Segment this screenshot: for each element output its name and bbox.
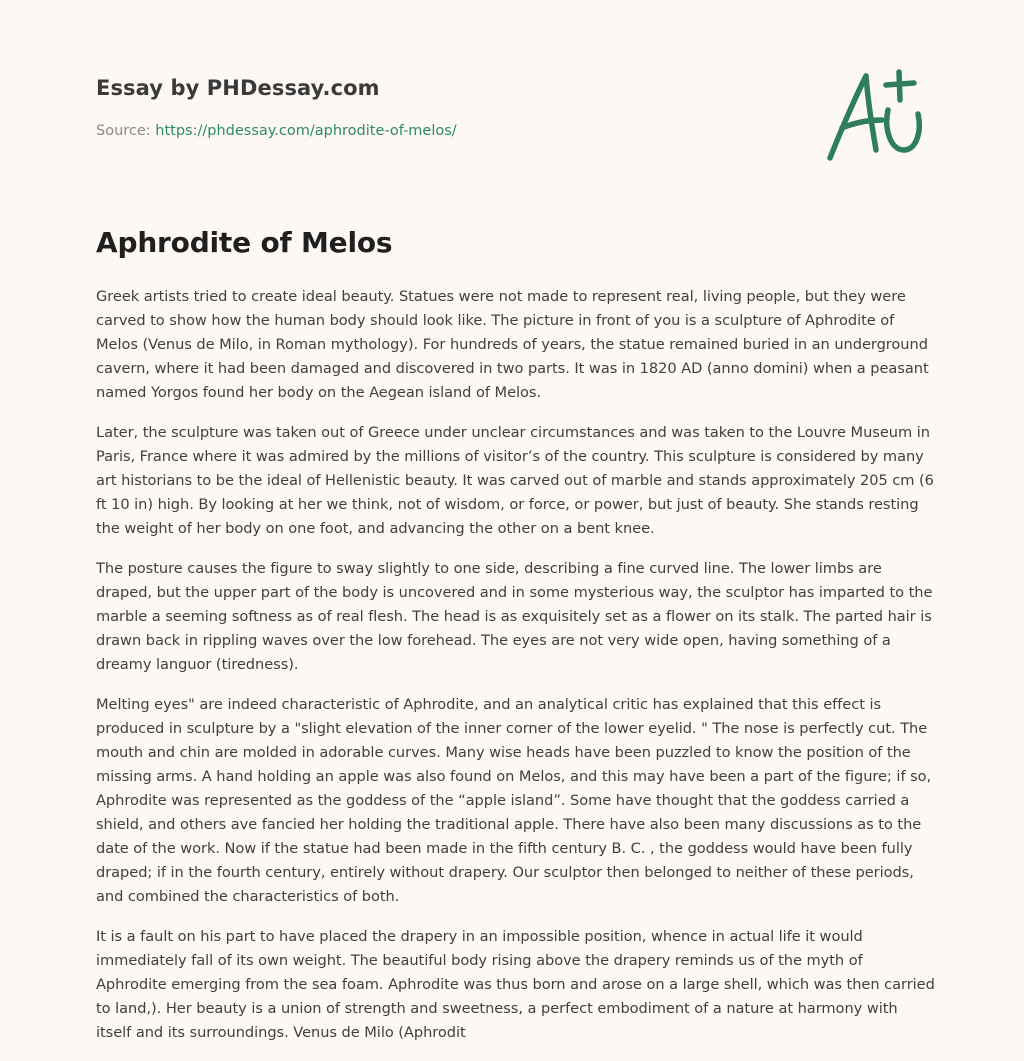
article-paragraph: Melting eyes" are indeed characteristic of Aphrodite, and an analytical critic has explained that this effect is produced in sculpture by a "slight elevation of the inner corner of the lower eyelid. " The nose is perfectly cut. The mouth and chin are molded in adorable curves. Many wise heads have been puzzled to know the position of the missing arms. A hand holding an apple was also found on Melos, and this may have been a part of the figure; if so, Aphrodite was represented as the goddess of the “apple island”. Some have thought that the goddess carried a shield, and others ave fancied her holding the traditional apple. There have also been many discussions as to the date of the work. Now if the statue had been made in the fifth century B. C. , the goddess would have been fully draped; if in the fourth century, entirely without drapery. Our sculptor then belonged to neither of these periods, and combined the characteristics of both. — [96, 696, 932, 905]
essay-article — [96, 226, 936, 1061]
site-title: Essay by PHDessay.com — [96, 76, 380, 100]
page-header — [96, 76, 928, 139]
article-paragraph: The posture causes the figure to sway slightly to one side, describing a fine curved line. The lower limbs are draped, but the upper part of the body is uncovered and in some mysterious way, the sculptor has imparted to the marble a seeming softness as of real flesh. The head is as exquisitely set as a flower on its stalk. The parted hair is drawn back in rippling waves over the low forehead. The eyes are not very wide open, having something of a dreamy languor (tiredness). — [96, 560, 933, 673]
source-label: Source: — [96, 123, 156, 139]
a-plus-logo-icon — [822, 66, 928, 166]
article-paragraph: Later, the sculpture was taken out of Greece under unclear circumstances and was taken to the Louvre Museum in Paris, France where it was admired by the millions of visitor’s of the country. This sculpture is considered by many art historians to be the ideal of Hellenistic beauty. It was carved out of marble and stands approximately 205 cm (6 ft 10 in) high. By looking at her we think, not of wisdom, or force, or power, but just of beauty. She stands resting the weight of her body on one foot, and advancing the other on a bent knee. — [96, 424, 934, 537]
article-title: Aphrodite of Melos — [96, 226, 393, 259]
source-line — [96, 123, 928, 139]
article-paragraph: It is a fault on his part to have placed the drapery in an impossible position, whence in actual life it would immediately fall of its own weight. The beautiful body rising above the drapery reminds us of the myth of Aphrodite emerging from the sea foam. Aphrodite was thus born and arose on a large shell, which was then carried to land,). Her beauty is a union of strength and sweetness, a perfect embodiment of a nature at harmony with itself and its surroundings. Venus de Milo (Aphrodit — [96, 928, 935, 1041]
source-link[interactable]: https://phdessay.com/aphrodite-of-melos/ — [155, 123, 457, 139]
article-paragraph: Greek artists tried to create ideal beauty. Statues were not made to represent real, living people, but they were carved to show how the human body should look like. The picture in front of you is a sculpture of Aphrodite of Melos (Venus de Milo, in Roman mythology). For hundreds of years, the statue remained buried in an underground cavern, where it had been damaged and discovered in two parts. It was in 1820 AD (anno domini) when a peasant named Yorgos found her body on the Aegean island of Melos. — [96, 288, 929, 401]
